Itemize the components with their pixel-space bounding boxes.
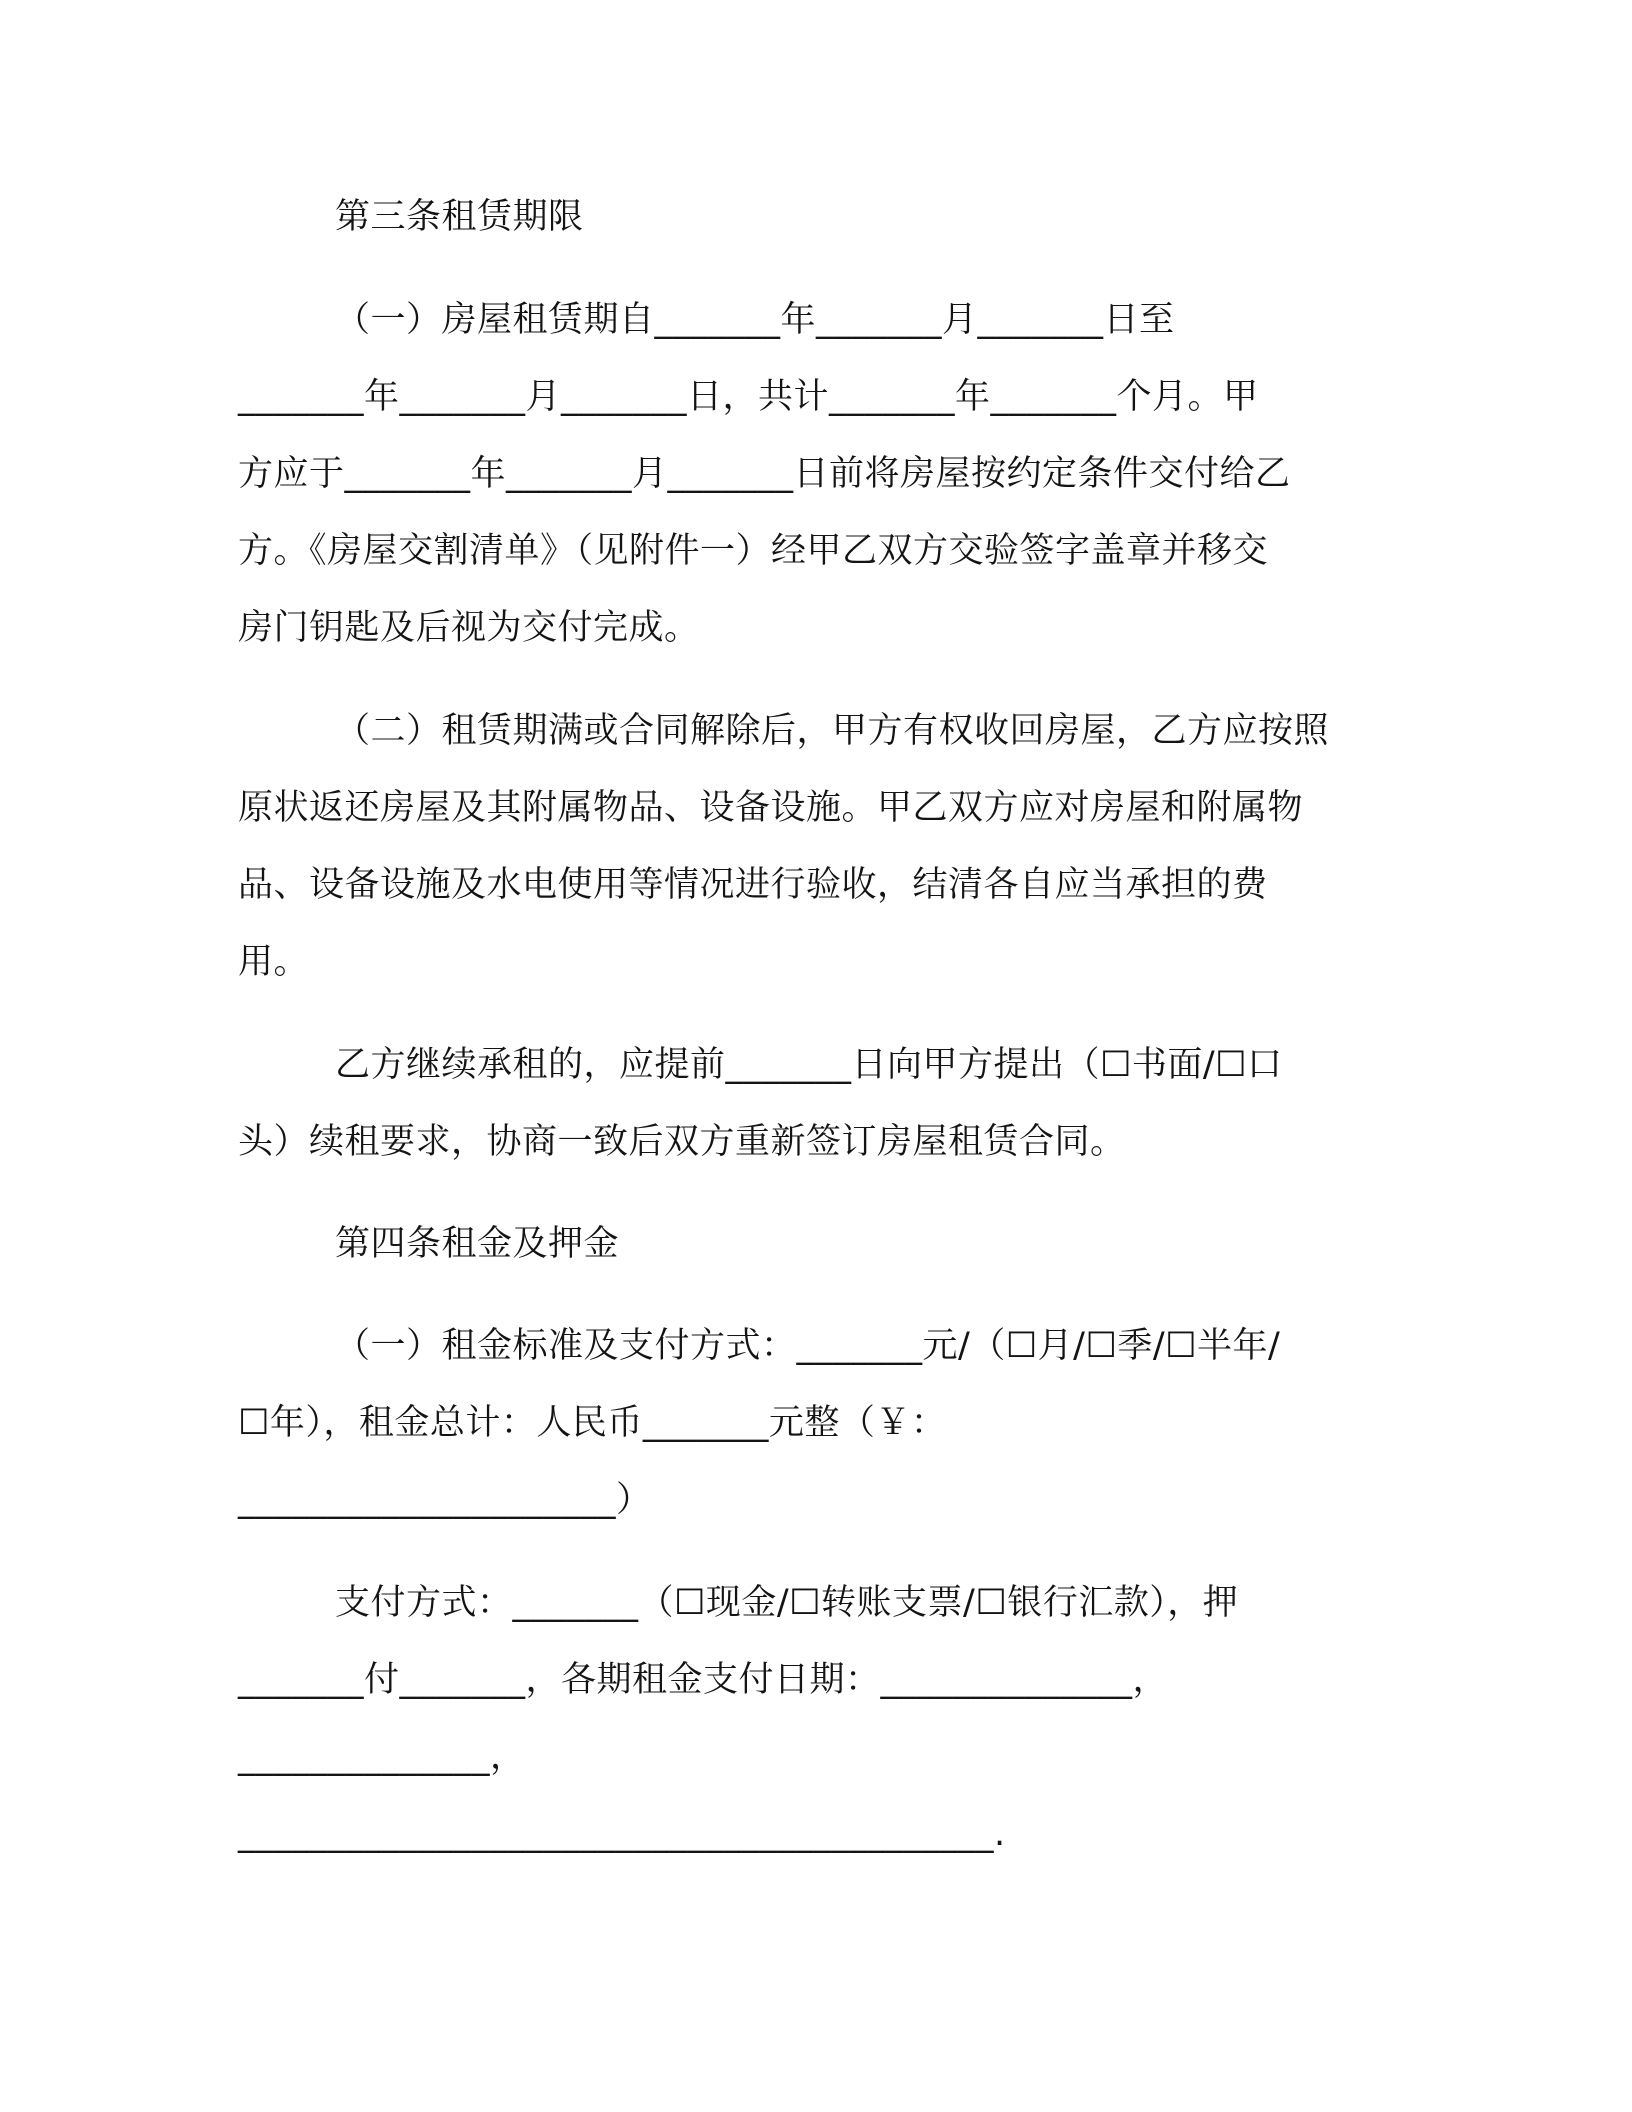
article-4-payment-line-3: ______________， — [238, 1737, 526, 1777]
article-3-clause-1-line-2: _______年_______月_______日，共计_______年_______个月。甲 — [238, 377, 1259, 417]
article-4-heading: 第四条租金及押金 — [335, 1224, 620, 1264]
article-3-renewal-line-2: 头）续租要求，协商一致后双方重新签订房屋租赁合同。 — [238, 1122, 1126, 1162]
article-3-clause-1-line-5: 房门钥匙及后视为交付完成。 — [238, 608, 700, 648]
article-4-clause-1-line-1: （一）租金标准及支付方式：_______元/（☐月/☐季/☐半年/ — [335, 1326, 1281, 1366]
article-4-payment-line-2: _______付_______，各期租金支付日期：______________， — [238, 1660, 1169, 1700]
article-3-clause-1-line-4: 方。《房屋交割清单》（见附件一）经甲乙双方交验签字盖章并移交 — [238, 531, 1269, 571]
article-3-clause-2-line-3: 品、设备设施及水电使用等情况进行验收，结清各自应当承担的费 — [238, 865, 1268, 905]
article-3-clause-2-line-4: 用。 — [238, 942, 310, 982]
article-3-clause-1-line-3: 方应于_______年_______月_______日前将房屋按约定条件交付给乙 — [238, 454, 1291, 494]
article-3-renewal-line-1: 乙方继续承租的，应提前_______日向甲方提出（☐书面/☐口 — [335, 1045, 1283, 1085]
article-3-clause-2-line-2: 原状返还房屋及其附属物品、设备设施。甲乙双方应对房屋和附属物 — [238, 788, 1304, 828]
article-3-clause-1-line-1: （一）房屋租赁期自_______年_______月_______日至 — [335, 300, 1175, 340]
article-4-clause-1-line-2: ☐年），租金总计：人民币_______元整（￥： — [238, 1403, 947, 1443]
article-4-payment-line-4: __________________________________________. — [238, 1814, 1006, 1854]
article-4-clause-1-line-3: _____________________） — [238, 1480, 652, 1520]
article-3-clause-2-line-1: （二）租赁期满或合同解除后，甲方有权收回房屋，乙方应按照 — [335, 711, 1330, 751]
article-4-payment-line-1: 支付方式：_______（☐现金/☐转账支票/☐银行汇款），押 — [335, 1583, 1239, 1623]
article-3-heading: 第三条租赁期限 — [335, 197, 584, 237]
